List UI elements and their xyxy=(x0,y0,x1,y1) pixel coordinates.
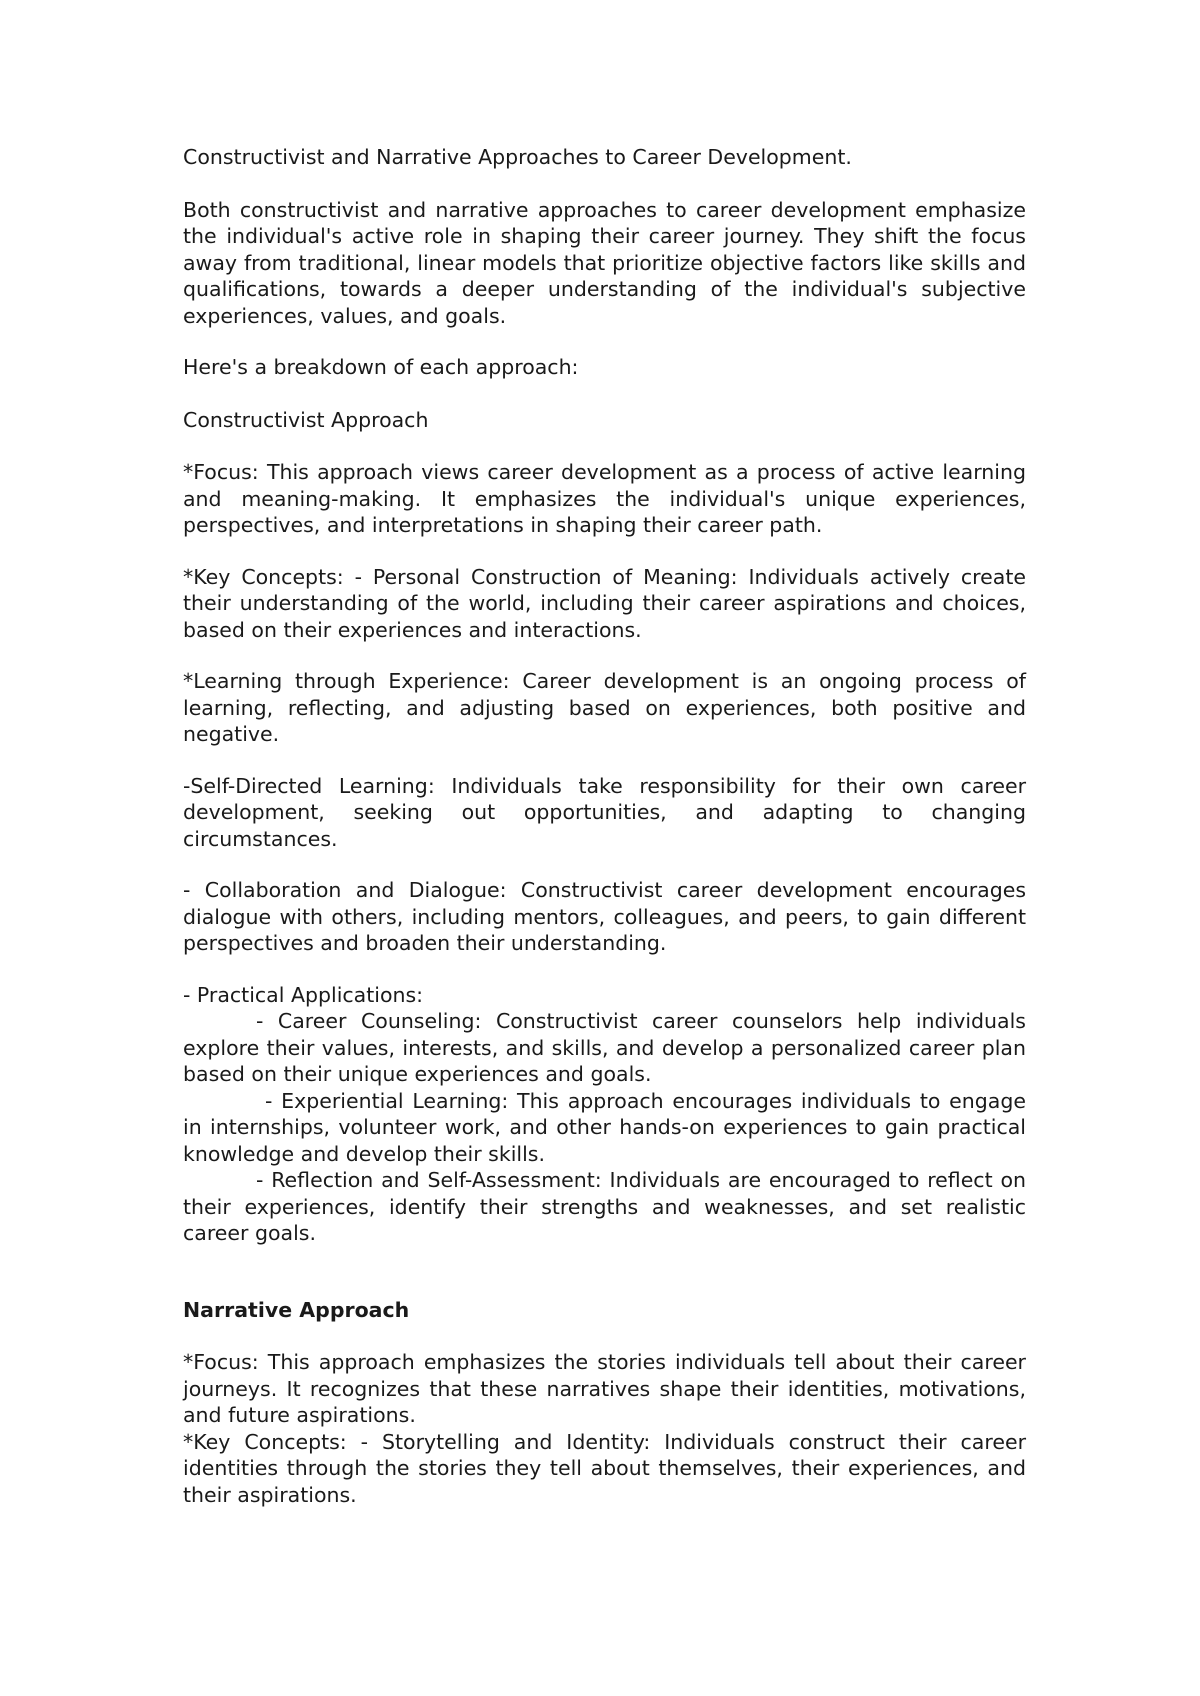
constructivist-key-concepts: *Key Concepts: - Personal Construction of Meaning: Individuals actively create their understanding of the world, including their career aspirations and choices, based on their experiences and interactions. xyxy=(183,564,1026,642)
career-counseling: - Career Counseling: Constructivist career counselors help individuals explore their values, interests, and skills, and develop a personalized career plan based on their unique experiences and goals. xyxy=(183,1009,1026,1086)
breakdown-line: Here's a breakdown of each approach: xyxy=(183,355,579,379)
constructivist-heading: Constructivist Approach xyxy=(183,407,429,432)
narrative-key-concepts: *Key Concepts: - Storytelling and Identity: Individuals construct their career identities through the stories they tell about themselves, their experiences, and their aspirations. xyxy=(183,1429,1026,1507)
reflection-self-assessment: - Reflection and Self-Assessment: Individuals are encouraged to reflect on their experiences, identify their strengths and weaknesses, and set realistic career goals. xyxy=(183,1168,1026,1245)
experiential-learning: - Experiential Learning: This approach encourages individuals to engage in internships, volunteer work, and other hands-on experiences to gain practical knowledge and develop their skills. xyxy=(183,1088,1026,1166)
document-title: Constructivist and Narrative Approaches to Career Development. xyxy=(183,145,852,169)
self-directed-learning: -Self-Directed Learning: Individuals take responsibility for their own career development, seeking out opportunities, and adapting to changing circumstances. xyxy=(183,773,1026,851)
document-page xyxy=(183,144,1026,1508)
constructivist-focus: *Focus: This approach views career development as a process of active learning and meaning-making. It emphasizes the individual's unique experiences, perspectives, and interpretations in shaping their career path. xyxy=(183,460,1026,537)
intro-paragraph: Both constructivist and narrative approaches to career development emphasize the individual's active role in shaping their career journey. They shift the focus away from traditional, linear models that prioritize objective factors like skills and qualifications, towards a deeper understanding of the individual's subjective experiences, values, and goals. xyxy=(183,197,1026,328)
narrative-focus: *Focus: This approach emphasizes the stories individuals tell about their career journeys. It recognizes that these narratives shape their identities, motivations, and future aspirations. xyxy=(183,1350,1026,1427)
narrative-heading: Narrative Approach xyxy=(183,1297,410,1322)
learning-through-experience: *Learning through Experience: Career development is an ongoing process of learning, reflecting, and adjusting based on experiences, both positive and negative. xyxy=(183,669,1026,746)
collaboration-dialogue: - Collaboration and Dialogue: Constructivist career development encourages dialogue with others, including mentors, colleagues, and peers, to gain different perspectives and broaden their understanding. xyxy=(183,878,1026,955)
practical-applications-heading: - Practical Applications: xyxy=(183,982,424,1007)
